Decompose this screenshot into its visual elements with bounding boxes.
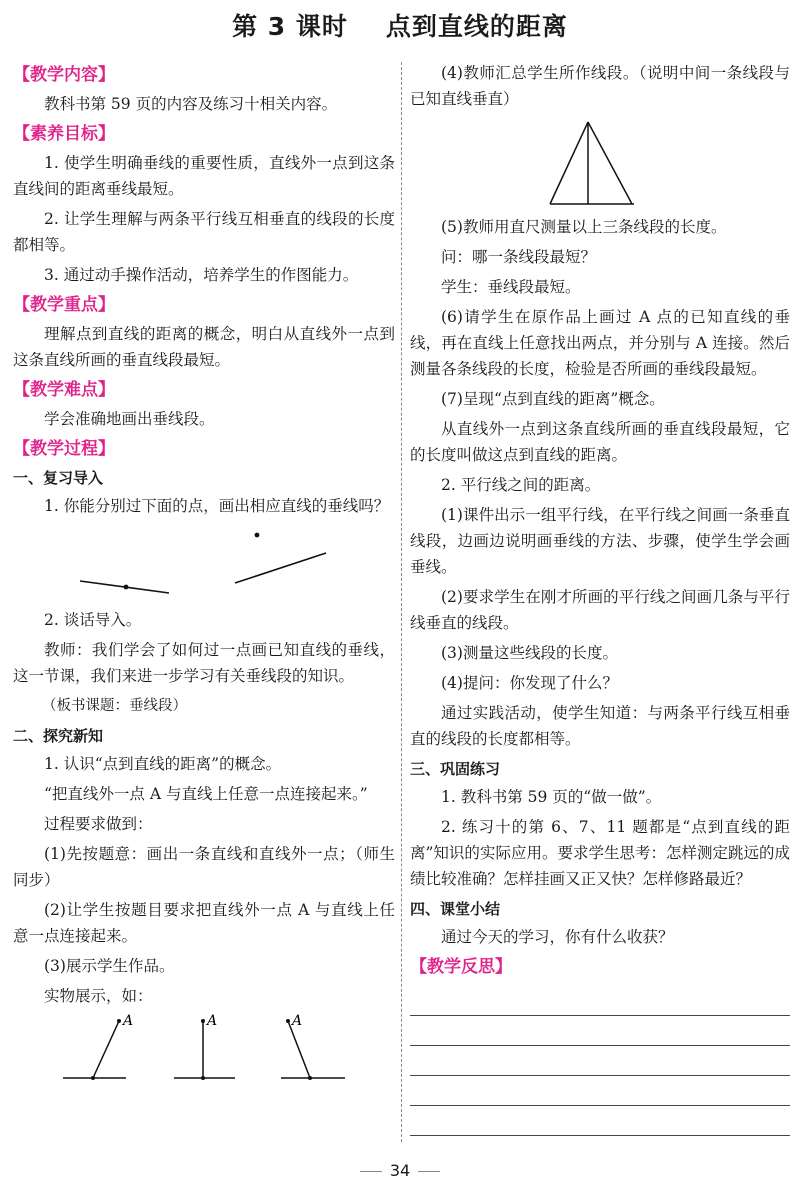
summary: 通过今天的学习，你有什么收获？: [441, 928, 674, 946]
parallel-title: 2. 平行线之间的距离。: [441, 476, 601, 494]
quote: “把直线外一点 A 与直线上任意一点连接起来。”: [44, 785, 368, 803]
lesson-topic: 点到直线的距离: [385, 12, 568, 41]
parallel-4: (4)提问：你发现了什么？: [441, 674, 618, 692]
part-4-heading: 四、课堂小结: [410, 900, 501, 918]
parallel-5: 通过实践活动，使学生知道：与两条平行线互相垂直的线段的长度都相等。: [410, 704, 790, 748]
segment-right: [588, 122, 632, 204]
section-heading-reflect: 【教学反思】: [410, 957, 512, 977]
section-heading-key: 【教学重点】: [13, 295, 115, 315]
work-3: [281, 1013, 345, 1080]
parallel-2: (2)要求学生在刚才所画的平行线之间画几条与平行线垂直的线段。: [410, 588, 790, 632]
work-1: [63, 1013, 133, 1080]
parallel-1: (1)课件出示一组平行线，在平行线之间画一条垂直线段，边画边说明画垂线的方法、步骤，使学生学会画垂线。: [410, 506, 790, 576]
part-2-heading: 二、探究新知: [13, 727, 104, 745]
exercise-1: 1. 教科书第 59 页的“做一做”。: [441, 788, 662, 806]
right-column: [410, 60, 790, 1136]
lesson-number: 第 3 课时: [232, 12, 348, 41]
goal-2: 2. 让学生理解与两条平行线互相垂直的线段的长度都相等。: [13, 210, 395, 254]
content-text: 教科书第 59 页的内容及练习十相关内容。: [44, 95, 338, 113]
point-off-line: [255, 533, 260, 538]
step-4: (4)教师汇总学生所作线段。（说明中间一条线段与已知直线垂直）: [410, 64, 790, 108]
show-example: 实物展示，如：: [44, 987, 153, 1005]
section-heading-content: 【教学内容】: [13, 65, 115, 85]
work-2: [174, 1013, 235, 1080]
goal-3: 3. 通过动手操作活动，培养学生的作图能力。: [44, 266, 359, 284]
reflection-line: [410, 1076, 790, 1106]
step-7: (7)呈现“点到直线的距离”概念。: [441, 390, 665, 408]
difficult-text: 学会准确地画出垂线段。: [44, 410, 215, 428]
key-text: 理解点到直线的距离的概念，明白从直线外一点到这条直线所画的垂直线段最短。: [13, 325, 395, 369]
concept: 从直线外一点到这条直线所画的垂直线段最短，它的长度叫做这点到直线的距离。: [410, 420, 790, 464]
point-on-line: [124, 585, 129, 590]
page-title: [0, 14, 800, 40]
section-heading-process: 【教学过程】: [13, 439, 115, 459]
board-title: （板书课题：垂线段）: [42, 698, 187, 714]
point-a-label-2: A: [207, 1013, 218, 1029]
figure-triangle-segments: [410, 116, 790, 212]
section-heading-goals: 【素养目标】: [13, 124, 115, 144]
parallel-3: (3)测量这些线段的长度。: [441, 644, 618, 662]
section-heading-difficult: 【教学难点】: [13, 380, 115, 400]
teacher-say: 教师：我们学会了如何过一点画已知直线的垂线，这一节课，我们来进一步学习有关垂线段的知识。: [13, 641, 395, 685]
part-1-heading: 一、复习导入: [13, 469, 104, 487]
step-6: (6)请学生在原作品上画过 A 点的已知直线的垂线，再在直线上任意找出两点，并分别与 A 连接。然后测量各条线段的长度，检验是否所画的垂线段最短。: [410, 308, 790, 378]
reflection-line: [410, 1046, 790, 1076]
figure-student-works: [13, 1013, 395, 1083]
point-a-label-1: A: [123, 1013, 134, 1029]
know-1: 1. 认识“点到直线的距离”的概念。: [44, 755, 282, 773]
reflection-line: [410, 1016, 790, 1046]
step-5: (5)教师用直尺测量以上三条线段的长度。: [441, 218, 727, 236]
exercise-2: 2. 练习十的第 6、7、11 题都是“点到直线的距离”知识的实际应用。要求学生思考：怎样测定跳远的成绩比较准确？怎样挂画又正又快？怎样修路最近？: [410, 818, 790, 888]
answer: 学生：垂线段最短。: [441, 278, 581, 296]
ask: 问：哪一条线段最短？: [441, 248, 597, 266]
part-3-heading: 三、巩固练习: [410, 760, 501, 778]
reflection-line: [410, 986, 790, 1016]
reflection-line: [410, 1106, 790, 1136]
talk-intro: 2. 谈话导入。: [44, 611, 142, 629]
goal-1: 1. 使学生明确垂线的重要性质，直线外一点到这条直线间的距离垂线最短。: [13, 154, 395, 198]
reflection-lines: [410, 986, 790, 1136]
figure-lines-with-points: [13, 523, 395, 605]
segment-left: [550, 122, 588, 204]
step-1: (1)先按题意：画出一条直线和直线外一点；（师生同步）: [13, 845, 395, 889]
left-column: [13, 60, 395, 1085]
process-requirement: 过程要求做到：: [44, 815, 153, 833]
step-2: (2)让学生按题目要求把直线外一点 A 与直线上任意一点连接起来。: [13, 901, 395, 945]
question-1: 1. 你能分别过下面的点，画出相应直线的垂线吗？: [44, 497, 390, 515]
point-a-label-3: A: [292, 1013, 303, 1029]
column-divider: [401, 62, 402, 1142]
page-number: 34: [389, 1161, 411, 1180]
step-3: (3)展示学生作品。: [44, 957, 175, 975]
page-number-footer: [0, 1158, 800, 1184]
line-2: [235, 553, 326, 583]
